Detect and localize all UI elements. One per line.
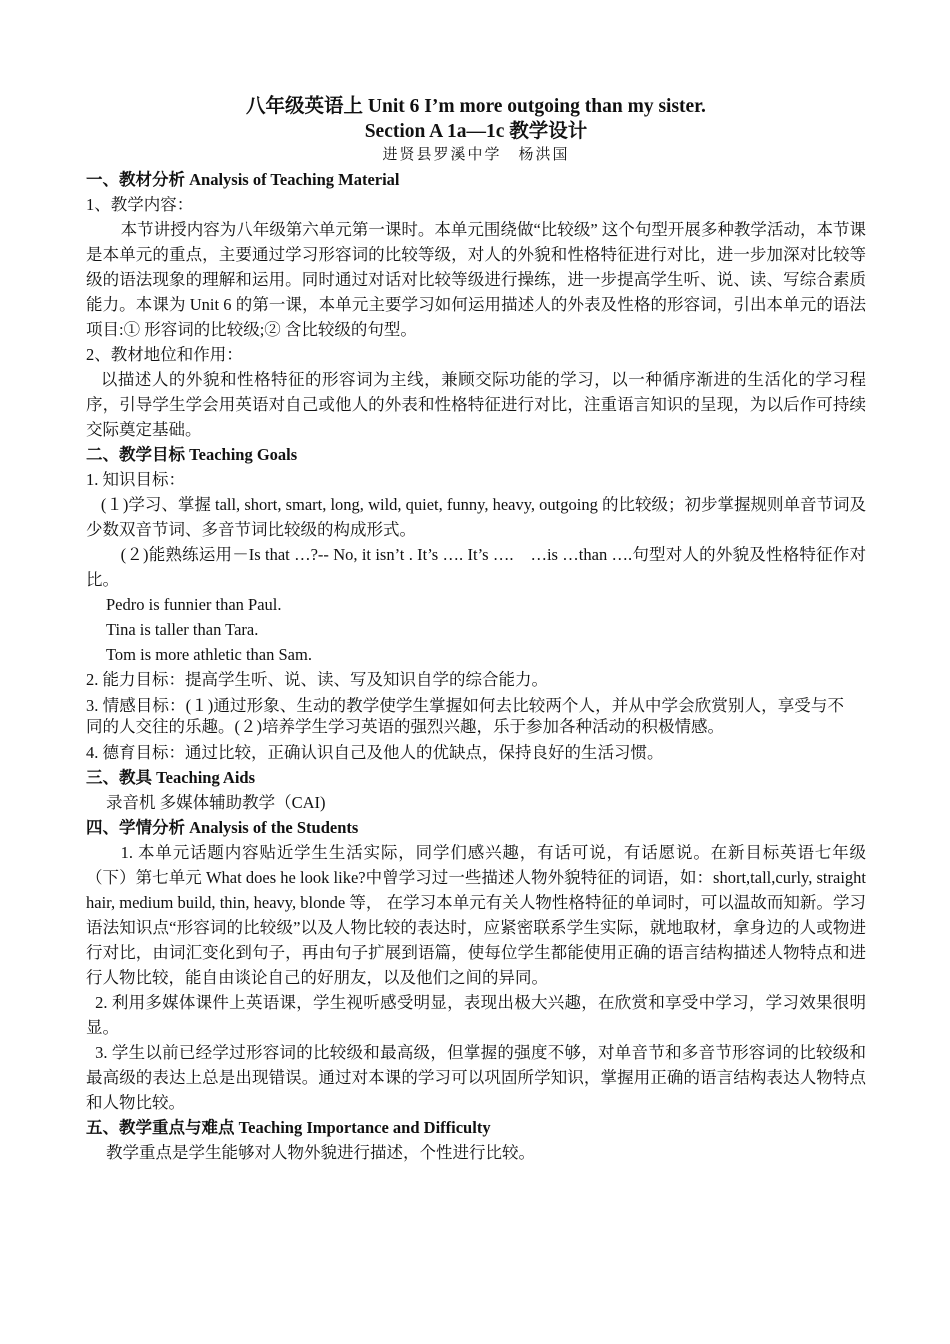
example-sentence-1: Pedro is funnier than Paul.	[106, 595, 282, 614]
goal-knowledge-1: (１)学习、掌握 tall, short, smart, long, wild, quiet, funny, heavy, outgoing 的比较级；初步掌握规则单音节词及少数双音节词、多音节词比较级的构成形式。	[86, 495, 866, 539]
subheading-position: 2、教材地位和作用：	[86, 345, 243, 364]
paragraph-position: 以描述人的外貌和性格特征的形容词为主线，兼顾交际功能的学习，以一种循序渐进的生活化的学习程序，引导学生学会用英语对自己或他人的外表和性格特征进行对比，注重语言知识的呈现，为以后作可持续交际奠定基础。	[86, 370, 866, 439]
section-heading-material: 一、教材分析 Analysis of Teaching Material	[86, 170, 400, 189]
subheading-content: 1、教学内容：	[86, 195, 194, 214]
goal-moral: 4. 德育目标：通过比较，正确认识自己及他人的优缺点，保持良好的生活习惯。	[86, 743, 664, 762]
example-sentence-3: Tom is more athletic than Sam.	[106, 645, 312, 664]
document-page	[86, 94, 866, 1165]
goal-ability: 2. 能力目标：提高学生听、说、读、写及知识自学的综合能力。	[86, 670, 548, 689]
students-paragraph-1: 1. 本单元话题内容贴近学生生活实际，同学们感兴趣，有话可说，有话愿说。在新目标英语七年级（下）第七单元 What does he look like?中曾学习过一些描述人物外貌特征的词语，如：short,tall,curly, straight hair, medium build, thin, heavy, blonde 等， 在学习本单元有关人物性格特征的单词时，可以温故而知新。学习语法知识点“形容词的比较级”以及人物比较的表达时，应紧密联系学生实际，就地取材，拿身边的人或物进行对比，由词汇变化到句子，再由句子扩展到语篇，使每位学生都能使用正确的语言结构描述人物特点和进行人物比较，能自由谈论自己的好朋友，以及他们之间的异同。	[86, 843, 866, 987]
section-heading-importance: 五、教学重点与难点 Teaching Importance and Difficulty	[86, 1118, 491, 1137]
goal-emotion: 3. 情感目标：(１)通过形象、生动的教学使学生掌握如何去比较两个人，并从中学会欣赏别人，享受与不同的人交往的乐趣。(２)培养学生学习英语的强烈兴趣，乐于参加各种活动的积极情感。	[86, 696, 844, 736]
section-heading-students: 四、学情分析 Analysis of the Students	[86, 818, 359, 837]
document-title-line2: Section A 1a—1c 教学设计	[364, 121, 588, 142]
importance-text: 教学重点是学生能够对人物外貌进行描述，个性进行比较。	[106, 1143, 535, 1162]
section-heading-aids: 三、教具 Teaching Aids	[86, 768, 256, 787]
goal-knowledge: 1. 知识目标：	[86, 470, 185, 489]
students-paragraph-2: 2. 利用多媒体课件上英语课，学生视听感受明显，表现出极大兴趣，在欣赏和享受中学习，学习效果很明显。	[86, 993, 866, 1037]
teaching-aids-text: 录音机 多媒体辅助教学（CAI)	[106, 793, 326, 812]
document-author: 进贤县罗溪中学 杨洪国	[382, 147, 570, 163]
students-paragraph-3: 3. 学生以前已经学过形容词的比较级和最高级，但掌握的强度不够，对单音节和多音节形容词的比较级和最高级的表达上总是出现错误。通过对本课的学习可以巩固所学知识，掌握用正确的语言结构表达人物特点和人物比较。	[86, 1043, 866, 1112]
document-title-line1: 八年级英语上 Unit 6 I’m more outgoing than my sister.	[246, 96, 706, 117]
goal-knowledge-2: (２)能熟练运用－Is that …?-- No, it isn’t . It’s …. It’s …. …is …than ….句型对人的外貌及性格特征作对比。	[86, 545, 866, 589]
example-sentence-2: Tina is taller than Tara.	[106, 620, 259, 639]
section-heading-goals: 二、教学目标 Teaching Goals	[86, 445, 298, 464]
paragraph-content: 本节讲授内容为八年级第六单元第一课时。本单元围绕做“比较级” 这个句型开展多种教学活动，本节课是本单元的重点，主要通过学习形容词的比较等级，对人的外貌和性格特征进行对比，进一步加深对比较等级的语法现象的理解和运用。同时通过对话对比较等级进行操练，进一步提高学生听、说、读、写综合素质能力。本课为 Unit 6 的第一课，本单元主要学习如何运用描述人的外表及性格的形容词，引出本单元的语法项目:① 形容词的比较级;② 含比较级的句型。	[86, 220, 866, 339]
